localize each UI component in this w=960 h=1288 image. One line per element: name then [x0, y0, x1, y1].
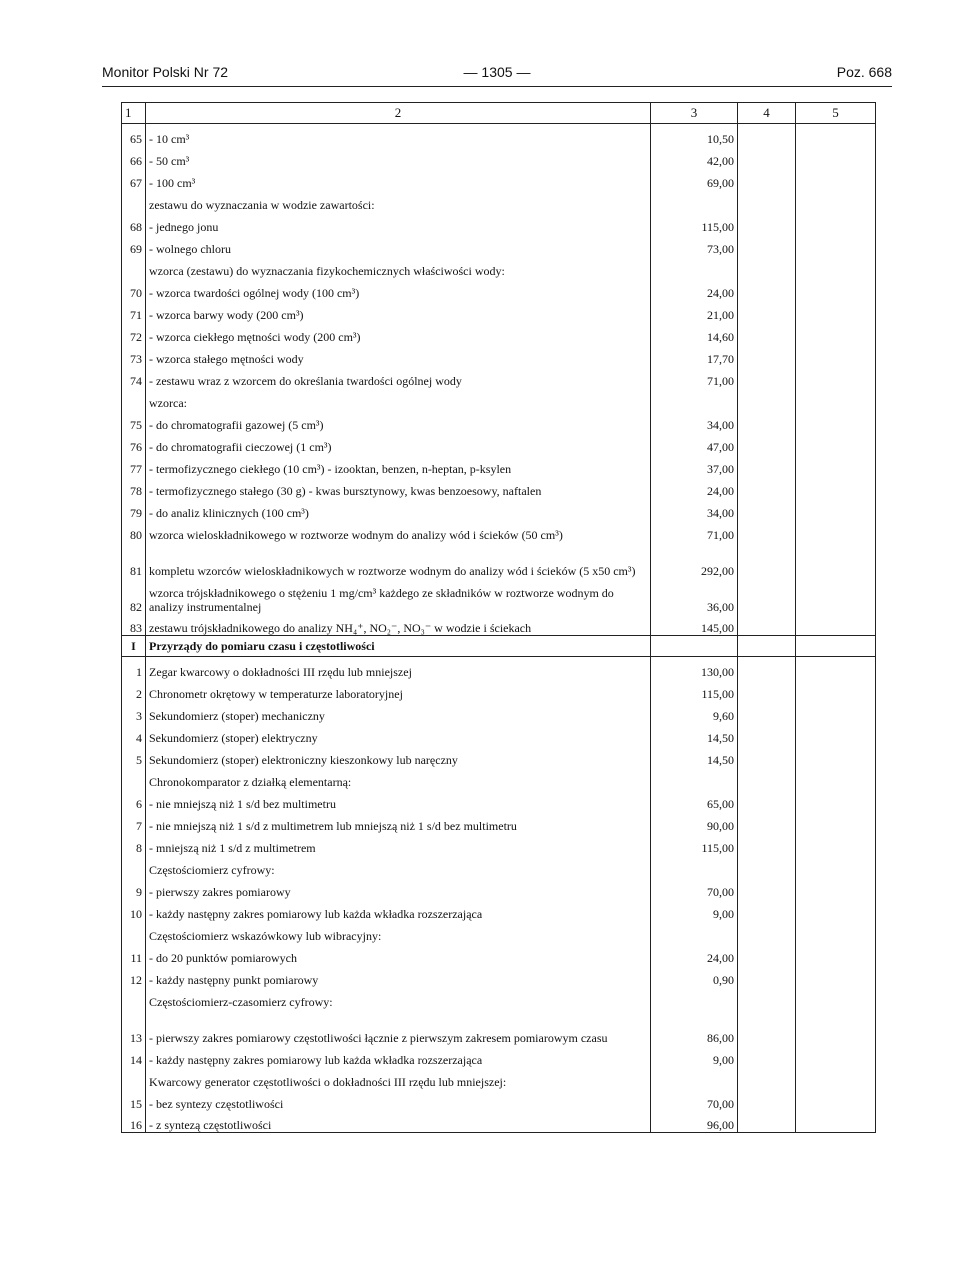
row-description: Sekundomierz (stoper) mechaniczny	[146, 701, 651, 723]
row-description: - każdy następny punkt pomiarowy	[146, 965, 651, 987]
table-body	[122, 124, 876, 1133]
table-row	[122, 234, 876, 256]
row-description: wzorca trójskładnikowego o stężeniu 1 mg/cm³ każdego ze składników w roztworze wodnym do analizy instrumentalnej	[146, 578, 651, 614]
column-4-cell	[738, 146, 796, 168]
row-number: 10	[122, 899, 146, 921]
column-4-cell	[738, 1067, 796, 1089]
column-5-cell	[796, 432, 876, 454]
table-row	[122, 679, 876, 701]
row-description: Sekundomierz (stoper) elektroniczny kieszonkowy lub naręczny	[146, 745, 651, 767]
row-number: 67	[122, 168, 146, 190]
column-5-cell	[796, 833, 876, 855]
row-number: 79	[122, 498, 146, 520]
row-price: 24,00	[651, 476, 738, 498]
table-row	[122, 498, 876, 520]
row-price: 65,00	[651, 789, 738, 811]
row-number: 12	[122, 965, 146, 987]
column-4-cell	[738, 388, 796, 410]
row-price	[651, 987, 738, 1009]
table-row	[122, 578, 876, 614]
row-description: - wzorca barwy wody (200 cm³)	[146, 300, 651, 322]
column-5-cell	[796, 679, 876, 701]
table-row	[122, 1089, 876, 1111]
column-4-cell	[738, 1111, 796, 1133]
row-price: 21,00	[651, 300, 738, 322]
row-description: - każdy następny zakres pomiarowy lub każda wkładka rozszerzająca	[146, 1045, 651, 1067]
column-4-cell	[738, 454, 796, 476]
row-price: 17,70	[651, 344, 738, 366]
row-number: 82	[122, 578, 146, 614]
row-number: 16	[122, 1111, 146, 1133]
row-price: 145,00	[651, 614, 738, 636]
row-number: 65	[122, 124, 146, 146]
column-5-cell	[796, 767, 876, 789]
table-row	[122, 1009, 876, 1045]
table-row	[122, 300, 876, 322]
table-row	[122, 614, 876, 636]
row-description: - termofizycznego stałego (30 g) - kwas bursztynowy, kwas benzoesowy, naftalen	[146, 476, 651, 498]
column-4-cell	[738, 701, 796, 723]
column-4-cell	[738, 833, 796, 855]
table-row	[122, 278, 876, 300]
column-5-cell	[796, 636, 876, 657]
row-price: 10,50	[651, 124, 738, 146]
row-description: Kwarcowy generator częstotliwości o dokładności III rzędu lub mniejszej:	[146, 1067, 651, 1089]
row-price: 71,00	[651, 520, 738, 542]
column-5-cell	[796, 965, 876, 987]
row-description: - każdy następny zakres pomiarowy lub każda wkładka rozszerzająca	[146, 899, 651, 921]
column-5-cell	[796, 322, 876, 344]
row-price	[651, 388, 738, 410]
row-number	[122, 256, 146, 278]
row-number	[122, 767, 146, 789]
row-description: - nie mniejszą niż 1 s/d bez multimetru	[146, 789, 651, 811]
column-5-cell	[796, 454, 876, 476]
row-description: Zegar kwarcowy o dokładności III rzędu lub mniejszej	[146, 657, 651, 679]
table-row	[122, 789, 876, 811]
row-number	[122, 855, 146, 877]
column-4-cell	[738, 855, 796, 877]
subheading-row	[122, 1067, 876, 1089]
journal-title: Monitor Polski Nr 72	[102, 64, 229, 80]
table-row	[122, 811, 876, 833]
table-row	[122, 943, 876, 965]
column-5-cell	[796, 811, 876, 833]
row-price: 115,00	[651, 212, 738, 234]
row-number: 1	[122, 657, 146, 679]
column-4-cell	[738, 987, 796, 1009]
column-5-cell	[796, 789, 876, 811]
row-description: Częstościomierz-czasomierz cyfrowy:	[146, 987, 651, 1009]
row-description: - do chromatografii gazowej (5 cm³)	[146, 410, 651, 432]
row-price: 71,00	[651, 366, 738, 388]
row-description: - termofizycznego ciekłego (10 cm³) - izooktan, benzen, n-heptan, p-ksylen	[146, 454, 651, 476]
column-4-cell	[738, 745, 796, 767]
row-number	[122, 190, 146, 212]
column-5-cell	[796, 855, 876, 877]
row-description: - wzorca stałego mętności wody	[146, 344, 651, 366]
row-number: 4	[122, 723, 146, 745]
column-4-cell	[738, 344, 796, 366]
row-price	[651, 190, 738, 212]
row-price: 14,60	[651, 322, 738, 344]
row-price: 90,00	[651, 811, 738, 833]
column-header: 2	[146, 103, 651, 124]
row-price	[651, 256, 738, 278]
row-number	[122, 987, 146, 1009]
column-5-cell	[796, 212, 876, 234]
row-description: Chronometr okrętowy w temperaturze laboratoryjnej	[146, 679, 651, 701]
page-header	[102, 64, 892, 84]
row-description: - bez syntezy częstotliwości	[146, 1089, 651, 1111]
column-5-cell	[796, 921, 876, 943]
table-row	[122, 833, 876, 855]
column-5-cell	[796, 877, 876, 899]
column-4-cell	[738, 578, 796, 614]
table-row	[122, 168, 876, 190]
table-row	[122, 454, 876, 476]
row-price: 24,00	[651, 943, 738, 965]
row-price: 47,00	[651, 432, 738, 454]
column-5-cell	[796, 1089, 876, 1111]
row-price: 86,00	[651, 1009, 738, 1045]
subheading-row	[122, 921, 876, 943]
column-5-cell	[796, 344, 876, 366]
column-header: 1	[122, 103, 146, 124]
table-row	[122, 745, 876, 767]
row-description: wzorca:	[146, 388, 651, 410]
row-number: 68	[122, 212, 146, 234]
table-header-row	[122, 103, 876, 124]
table-row	[122, 542, 876, 578]
row-price	[651, 855, 738, 877]
column-5-cell	[796, 745, 876, 767]
row-price: 9,00	[651, 1045, 738, 1067]
row-price	[651, 921, 738, 943]
row-price: 70,00	[651, 877, 738, 899]
row-price: 34,00	[651, 498, 738, 520]
section-row	[122, 636, 876, 657]
column-5-cell	[796, 614, 876, 636]
row-price: 34,00	[651, 410, 738, 432]
row-description: Częstościomierz wskazówkowy lub wibracyjny:	[146, 921, 651, 943]
column-4-cell	[738, 278, 796, 300]
row-price: 96,00	[651, 1111, 738, 1133]
row-number: 70	[122, 278, 146, 300]
column-4-cell	[738, 1045, 796, 1067]
table-row	[122, 124, 876, 146]
row-description: - mniejszą niż 1 s/d z multimetrem	[146, 833, 651, 855]
column-5-cell	[796, 899, 876, 921]
row-description: - zestawu wraz z wzorcem do określania twardości ogólnej wody	[146, 366, 651, 388]
row-number: 66	[122, 146, 146, 168]
column-5-cell	[796, 366, 876, 388]
table-row	[122, 701, 876, 723]
row-description: - do chromatografii cieczowej (1 cm³)	[146, 432, 651, 454]
column-5-cell	[796, 657, 876, 679]
header-divider	[102, 86, 892, 87]
column-5-cell	[796, 146, 876, 168]
table-row	[122, 657, 876, 679]
table-row	[122, 965, 876, 987]
column-4-cell	[738, 943, 796, 965]
column-5-cell	[796, 1067, 876, 1089]
column-4-cell	[738, 322, 796, 344]
row-price: 0,90	[651, 965, 738, 987]
row-description: zestawu trójskładnikowego do analizy NH₄⁺, NO₂⁻, NO₃⁻ w wodzie i ściekach	[146, 614, 651, 636]
column-4-cell	[738, 520, 796, 542]
column-5-cell	[796, 987, 876, 1009]
column-4-cell	[738, 614, 796, 636]
row-description: - pierwszy zakres pomiarowy	[146, 877, 651, 899]
column-4-cell	[738, 410, 796, 432]
table-row	[122, 322, 876, 344]
column-4-cell	[738, 965, 796, 987]
row-number: 2	[122, 679, 146, 701]
column-4-cell	[738, 921, 796, 943]
table-row	[122, 410, 876, 432]
table-row	[122, 476, 876, 498]
column-4-cell	[738, 899, 796, 921]
row-number: 5	[122, 745, 146, 767]
row-description: kompletu wzorców wieloskładnikowych w roztworze wodnym do analizy wód i ścieków (5 x50 cm³)	[146, 542, 651, 578]
table-row	[122, 723, 876, 745]
row-description: - wolnego chloru	[146, 234, 651, 256]
row-price: 130,00	[651, 657, 738, 679]
position-number: Poz. 668	[836, 64, 892, 80]
row-description: Sekundomierz (stoper) elektryczny	[146, 723, 651, 745]
table-row	[122, 212, 876, 234]
table-row	[122, 877, 876, 899]
row-description: - 50 cm³	[146, 146, 651, 168]
row-number: 71	[122, 300, 146, 322]
column-4-cell	[738, 168, 796, 190]
row-number: 81	[122, 542, 146, 578]
row-number: 7	[122, 811, 146, 833]
column-4-cell	[738, 542, 796, 578]
row-price: 36,00	[651, 578, 738, 614]
column-4-cell	[738, 256, 796, 278]
column-5-cell	[796, 388, 876, 410]
row-price: 14,50	[651, 723, 738, 745]
row-description: zestawu do wyznaczania w wodzie zawartości:	[146, 190, 651, 212]
row-description: - z syntezą częstotliwości	[146, 1111, 651, 1133]
row-number: 6	[122, 789, 146, 811]
row-number: 11	[122, 943, 146, 965]
row-description: - wzorca ciekłego mętności wody (200 cm³)	[146, 322, 651, 344]
column-4-cell	[738, 723, 796, 745]
row-price: 42,00	[651, 146, 738, 168]
row-number: 78	[122, 476, 146, 498]
column-4-cell	[738, 657, 796, 679]
column-5-cell	[796, 124, 876, 146]
row-number: 15	[122, 1089, 146, 1111]
row-price: 9,00	[651, 899, 738, 921]
row-description: - jednego jonu	[146, 212, 651, 234]
row-description: - wzorca twardości ogólnej wody (100 cm³)	[146, 278, 651, 300]
subheading-row	[122, 855, 876, 877]
row-description: wzorca wieloskładnikowego w roztworze wodnym do analizy wód i ścieków (50 cm³)	[146, 520, 651, 542]
column-5-cell	[796, 520, 876, 542]
column-5-cell	[796, 701, 876, 723]
row-price: 69,00	[651, 168, 738, 190]
column-5-cell	[796, 1111, 876, 1133]
column-5-cell	[796, 300, 876, 322]
column-4-cell	[738, 366, 796, 388]
column-4-cell	[738, 1009, 796, 1045]
row-price: 115,00	[651, 833, 738, 855]
row-number: 73	[122, 344, 146, 366]
row-description: - 10 cm³	[146, 124, 651, 146]
table-row	[122, 520, 876, 542]
column-5-cell	[796, 943, 876, 965]
table-row	[122, 899, 876, 921]
row-price: 115,00	[651, 679, 738, 701]
row-number: 8	[122, 833, 146, 855]
column-4-cell	[738, 212, 796, 234]
row-number	[122, 1067, 146, 1089]
subheading-row	[122, 388, 876, 410]
column-4-cell	[738, 300, 796, 322]
column-5-cell	[796, 542, 876, 578]
table-row	[122, 1045, 876, 1067]
table-row	[122, 432, 876, 454]
column-5-cell	[796, 578, 876, 614]
row-description: Chronokomparator z działką elementarną:	[146, 767, 651, 789]
row-number: 75	[122, 410, 146, 432]
row-description: - do analiz klinicznych (100 cm³)	[146, 498, 651, 520]
row-number: 83	[122, 614, 146, 636]
row-description: Przyrządy do pomiaru czasu i częstotliwości	[146, 636, 651, 657]
row-price: 73,00	[651, 234, 738, 256]
column-header: 3	[651, 103, 738, 124]
column-4-cell	[738, 476, 796, 498]
row-number: 9	[122, 877, 146, 899]
row-price: 70,00	[651, 1089, 738, 1111]
column-5-cell	[796, 410, 876, 432]
column-4-cell	[738, 679, 796, 701]
column-5-cell	[796, 1045, 876, 1067]
row-description: - 100 cm³	[146, 168, 651, 190]
column-4-cell	[738, 234, 796, 256]
column-header: 4	[738, 103, 796, 124]
column-header: 5	[796, 103, 876, 124]
row-price	[651, 636, 738, 657]
column-4-cell	[738, 789, 796, 811]
column-5-cell	[796, 723, 876, 745]
column-5-cell	[796, 234, 876, 256]
column-4-cell	[738, 636, 796, 657]
row-price	[651, 1067, 738, 1089]
row-description: Częstościomierz cyfrowy:	[146, 855, 651, 877]
row-description: - pierwszy zakres pomiarowy częstotliwości łącznie z pierwszym zakresem pomiarowym czasu	[146, 1009, 651, 1045]
column-5-cell	[796, 278, 876, 300]
row-number	[122, 921, 146, 943]
row-description: - do 20 punktów pomiarowych	[146, 943, 651, 965]
column-4-cell	[738, 124, 796, 146]
row-price: 24,00	[651, 278, 738, 300]
column-4-cell	[738, 767, 796, 789]
table-row	[122, 366, 876, 388]
row-price: 9,60	[651, 701, 738, 723]
row-number	[122, 388, 146, 410]
table-row	[122, 344, 876, 366]
subheading-row	[122, 987, 876, 1009]
row-description: wzorca (zestawu) do wyznaczania fizykochemicznych właściwości wody:	[146, 256, 651, 278]
column-4-cell	[738, 877, 796, 899]
row-number: 13	[122, 1009, 146, 1045]
column-5-cell	[796, 168, 876, 190]
column-4-cell	[738, 498, 796, 520]
column-4-cell	[738, 432, 796, 454]
subheading-row	[122, 190, 876, 212]
row-price: 37,00	[651, 454, 738, 476]
row-number: 69	[122, 234, 146, 256]
row-number: 14	[122, 1045, 146, 1067]
price-table	[121, 102, 876, 1133]
row-number: 80	[122, 520, 146, 542]
column-4-cell	[738, 190, 796, 212]
row-number: 77	[122, 454, 146, 476]
subheading-row	[122, 256, 876, 278]
table-row	[122, 146, 876, 168]
column-4-cell	[738, 811, 796, 833]
column-5-cell	[796, 190, 876, 212]
row-price: 14,50	[651, 745, 738, 767]
row-number: I	[122, 636, 146, 657]
subheading-row	[122, 767, 876, 789]
column-4-cell	[738, 1089, 796, 1111]
row-price	[651, 767, 738, 789]
row-number: 74	[122, 366, 146, 388]
row-number: 72	[122, 322, 146, 344]
column-5-cell	[796, 256, 876, 278]
page-number: — 1305 —	[463, 64, 531, 80]
row-number: 76	[122, 432, 146, 454]
column-5-cell	[796, 476, 876, 498]
table-row	[122, 1111, 876, 1133]
row-description: - nie mniejszą niż 1 s/d z multimetrem lub mniejszą niż 1 s/d bez multimetru	[146, 811, 651, 833]
column-5-cell	[796, 1009, 876, 1045]
column-5-cell	[796, 498, 876, 520]
row-price: 292,00	[651, 542, 738, 578]
row-number: 3	[122, 701, 146, 723]
